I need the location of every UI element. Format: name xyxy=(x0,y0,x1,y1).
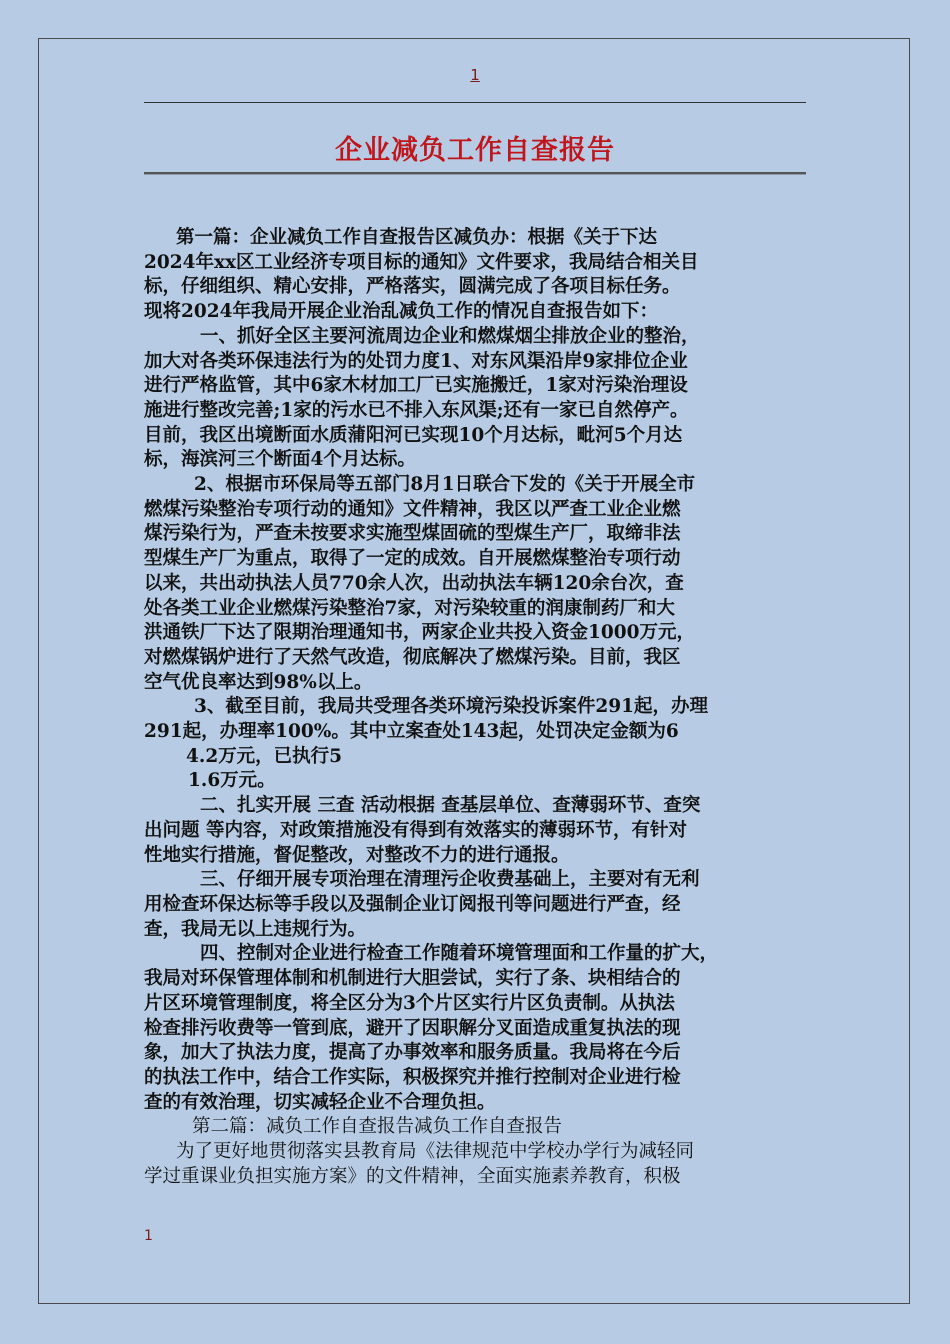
body-text-line: 三、仔细开展专项治理在清理污企收费基础上，主要对有无利 xyxy=(200,869,700,891)
body-text-line: 的执法工作中，结合工作实际，积极探究并推行控制对企业进行检 xyxy=(144,1066,681,1088)
body-text-line: 一、抓好全区主要河流周边企业和燃煤烟尘排放企业的整治， xyxy=(200,325,700,347)
header-page-number: 1 xyxy=(470,66,480,84)
body-text-line: 燃煤污染整治专项行动的通知》文件精神，我区以严查工业企业燃 xyxy=(144,498,681,520)
page-title: 企业减负工作自查报告 xyxy=(335,135,615,166)
body-text-line: 1.6万元。 xyxy=(188,770,276,792)
body-text-line: 2024年xx区工业经济专项目标的通知》文件要求，我局结合相关目 xyxy=(144,251,699,273)
body-text-line: 洪通铁厂下达了限期治理通知书，两家企业共投入资金1000万元， xyxy=(144,622,695,644)
body-text-line: 空气优良率达到98%以上。 xyxy=(144,671,373,693)
body-text-line: 施进行整改完善;1家的污水已不排入东风渠;还有一家已自然停产。 xyxy=(144,399,689,421)
body-text-line: 标，仔细组织、精心安排，严格落实，圆满完成了各项目标任务。 xyxy=(144,276,681,298)
body-text-line: 出问题 等内容，对政策措施没有得到有效落实的薄弱环节，有针对 xyxy=(144,819,687,841)
body-text-line: 第一篇：企业减负工作自查报告区减负办：根据《关于下达 xyxy=(176,227,658,248)
body-text-line: 象，加大了执法力度，提高了办事效率和服务质量。我局将在今后 xyxy=(144,1042,681,1064)
body-text-line: 目前，我区出境断面水质蒲阳河已实现10个月达标，毗河5个月达 xyxy=(144,424,683,446)
body-text-line: 用检查环保达标等手段以及强制企业订阅报刊等问题进行严查，经 xyxy=(144,893,681,915)
body-text-line: 以来，共出动执法人员770余人次，出动执法车辆120余台次，查 xyxy=(144,572,684,594)
body-text-line: 进行严格监管，其中6家木材加工厂已实施搬迁，1家对污染治理设 xyxy=(144,375,688,397)
body-text-line: 4.2万元，已执行5 xyxy=(186,745,343,767)
body-text-line: 性地实行措施，督促整改，对整改不力的进行通报。 xyxy=(144,844,570,866)
body-text-line: 煤污染行为，严查未按要求实施型煤固硫的型煤生产厂，取缔非法 xyxy=(144,523,681,545)
body-text-line: 加大对各类环保违法行为的处罚力度1、对东风渠沿岸9家排位企业 xyxy=(144,350,688,372)
body-text-line: 3、截至目前，我局共受理各类环境污染投诉案件291起，办理 xyxy=(194,696,708,718)
body-text-line: 第二篇：减负工作自查报告减负工作自查报告 xyxy=(192,1116,563,1138)
title-divider xyxy=(144,172,806,174)
body-text-line: 型煤生产厂为重点，取得了一定的成效。自开展燃煤整治专项行动 xyxy=(144,548,681,570)
body-text-line: 检查排污收费等一管到底，避开了因职解分叉面造成重复执法的现 xyxy=(144,1017,681,1039)
body-text-line: 为了更好地贯彻落实县教育局《法律规范中学校办学行为减轻同 xyxy=(176,1141,695,1163)
header-divider xyxy=(144,102,806,103)
body-text-line: 查的有效治理，切实减轻企业不合理负担。 xyxy=(144,1091,496,1113)
body-text-line: 2、根据市环保局等五部门8月1日联合下发的《关于开展全市 xyxy=(194,474,696,496)
body-text-line: 学过重课业负担实施方案》的文件精神，全面实施素养教育，积极 xyxy=(144,1165,681,1187)
body-text-line: 我局对环保管理体制和机制进行大胆尝试，实行了条、块相结合的 xyxy=(144,968,681,990)
body-text-line: 标，海滨河三个断面4个月达标。 xyxy=(144,449,416,471)
body-text-line: 片区环境管理制度，将全区分为3个片区实行片区负责制。从执法 xyxy=(144,992,675,1014)
body-text-line: 对燃煤锅炉进行了天然气改造，彻底解决了燃煤污染。目前，我区 xyxy=(144,646,681,668)
body-text-line: 二、扎实开展 三查 活动根据 查基层单位、查薄弱环节、查突 xyxy=(200,795,701,817)
body-text-line: 现将2024年我局开展企业治乱减负工作的情况自查报告如下： xyxy=(144,301,658,323)
document-body xyxy=(144,226,812,1189)
body-text-line: 处各类工业企业燃煤污染整治7家，对污染较重的润康制药厂和大 xyxy=(144,597,675,619)
body-text-line: 四、控制对企业进行检查工作随着环境管理面和工作量的扩大， xyxy=(200,943,719,965)
footer-page-number: 1 xyxy=(144,1228,153,1244)
body-text-line: 291起，办理率100%。其中立案查处143起，处罚决定金额为6 xyxy=(144,721,679,743)
body-text-line: 查，我局无以上违规行为。 xyxy=(144,918,367,940)
